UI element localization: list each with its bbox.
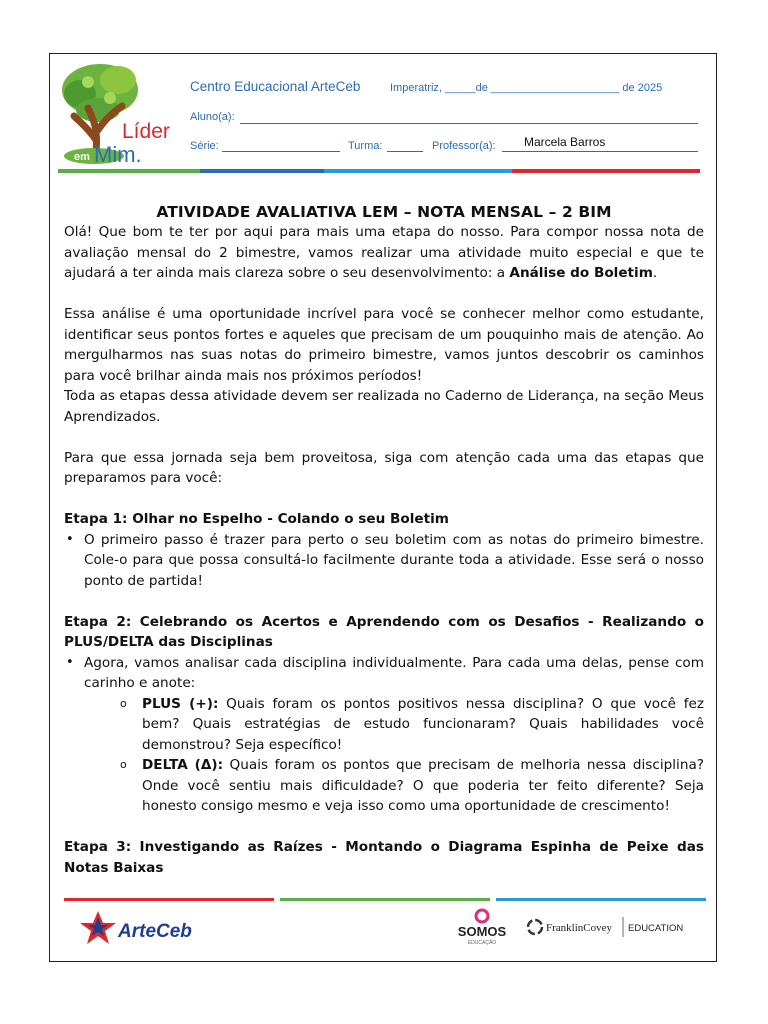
arteceb-logo bbox=[78, 905, 198, 949]
intro-paragraph-1: Olá! Que bom te ter por aqui para mais uma etapa do nosso. Para compor nossa nota de avaliação mensal do 2 bimestre, vamos realizar uma atividade muito especial e que te ajudará a ter ainda mais clareza sobre o seu desenvolvimento: a Análise do Boletim. bbox=[64, 224, 704, 281]
school-name: Centro Educacional ArteCeb bbox=[190, 79, 361, 94]
logo-text-lider: Líder bbox=[122, 120, 170, 143]
footer-line-green bbox=[280, 898, 490, 901]
main-content bbox=[64, 222, 704, 878]
education-text: EDUCATION bbox=[628, 923, 684, 934]
franklincovey-logo bbox=[526, 914, 691, 940]
etapa-1-bullet: • O primeiro passo é trazer para perto o seu boletim com as notas do primeiro bimestre. Cole-o para que possa consultá-lo facilmente durante toda a atividade. Esse será o nosso ponto de partida! bbox=[82, 530, 704, 592]
delta-item: o DELTA (Δ): Quais foram os pontos que precisam de melhoria nessa disciplina? Onde você sentiu mais dificuldade? O que poderia ter feito diferente? Seja honesto consigo mesmo e veja isso como uma oportunidade de crescimento! bbox=[142, 755, 704, 817]
header-stripe-blue bbox=[324, 169, 512, 173]
intro-paragraph-3: Toda as etapas dessa atividade devem ser realizada no Caderno de Liderança, na seção Meus Aprendizados. bbox=[64, 388, 704, 425]
page-title: ATIVIDADE AVALIATIVA LEM – NOTA MENSAL – 2 BIM bbox=[156, 203, 612, 221]
professor-label: Professor(a): bbox=[432, 140, 496, 152]
footer-line-red bbox=[64, 898, 274, 901]
header-stripe-green bbox=[58, 169, 200, 173]
professor-line bbox=[502, 151, 698, 152]
header-stripe-red bbox=[512, 169, 700, 173]
turma-line bbox=[387, 151, 423, 152]
arteceb-text: ArteCeb bbox=[118, 921, 192, 942]
svg-text:Mim.: Mim. bbox=[94, 142, 142, 167]
aluno-label: Aluno(a): bbox=[190, 111, 235, 123]
somos-logo bbox=[448, 908, 516, 946]
etapa-1-title: Etapa 1: Olhar no Espelho - Colando o seu Boletim bbox=[64, 511, 449, 527]
etapa-2-title: Etapa 2: Celebrando os Acertos e Aprendendo com os Desafios - Realizando o PLUS/DELTA das Disciplinas bbox=[64, 613, 704, 650]
lider-em-mim-logo bbox=[58, 60, 188, 170]
etapa-2-bullet: • Agora, vamos analisar cada disciplina individualmente. Para cada uma delas, pense com carinho e anote: o PLUS (+): Quais foram os pontos positivos nessa disciplina? O que você fez bem? Quais estratégias de estudo funcionaram? Quais habilidades você demonstrou? Seja específico! o DELTA (Δ): Quais foram os pontos que precisam de melhoria nessa disciplina? Onde você sentiu mais dificuldade? O que poderia ter feito diferente? Seja honesto consigo mesmo e veja isso como uma oportunidade de crescimento! bbox=[82, 653, 704, 817]
somos-text: SOMOS bbox=[457, 924, 507, 939]
intro-paragraph-4: Para que essa jornada seja bem proveitosa, siga com atenção cada uma das etapas que preparamos para você: bbox=[64, 449, 704, 486]
turma-label: Turma: bbox=[348, 140, 383, 152]
footer-line-blue bbox=[496, 898, 706, 901]
header-stripe-blue-left bbox=[200, 169, 324, 173]
intro-paragraph-2: Essa análise é uma oportunidade incrível para você se conhecer melhor como estudante, identificar seus pontos fortes e aqueles que precisam de um pouquinho mais de atenção. Ao mergulharmos nas suas notas do primeiro bimestre, vamos juntos descobrir os caminhos para você brilhar ainda mais nos próximos períodos! bbox=[64, 306, 704, 384]
plus-item: o PLUS (+): Quais foram os pontos positivos nessa disciplina? O que você fez bem? Quais estratégias de estudo funcionaram? Quais habilidades você demonstrou? Seja específico! bbox=[142, 694, 704, 756]
city-date-line: Imperatriz, _____de _____________________ de 2025 bbox=[390, 82, 663, 94]
serie-line bbox=[222, 151, 340, 152]
serie-label: Série: bbox=[190, 140, 219, 152]
aluno-line bbox=[240, 123, 698, 124]
professor-name: Marcela Barros bbox=[524, 135, 606, 149]
franklincovey-text: FranklinCovey bbox=[546, 922, 612, 934]
somos-sub-text: EDUCAÇÃO bbox=[467, 940, 497, 946]
svg-text:em: em bbox=[74, 151, 90, 163]
etapa-3-title: Etapa 3: Investigando as Raízes - Montando o Diagrama Espinha de Peixe das Notas Baixas bbox=[64, 839, 704, 876]
